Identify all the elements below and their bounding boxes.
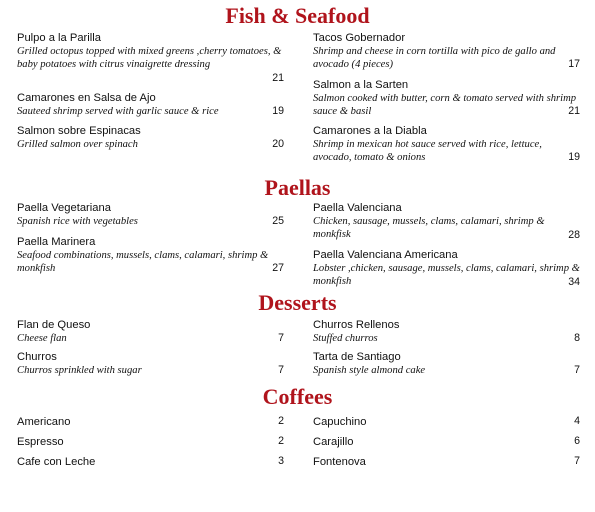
section-title-paellas: Paellas (264, 175, 331, 200)
item-price: 19 (272, 105, 284, 117)
item-description: Chicken, sausage, mussels, clams, calamari, shrimp & monkfisk (313, 216, 545, 241)
item-price: 7 (574, 364, 580, 376)
item-description: Cheese flan (17, 333, 67, 344)
menu-item-tarta-santiago (313, 350, 583, 377)
item-description: Sauteed shrimp served with garlic sauce & rice (17, 106, 219, 117)
item-price: 21 (272, 72, 284, 84)
item-name: Fontenova (313, 456, 366, 468)
item-name: Camarones en Salsa de Ajo (17, 92, 156, 104)
menu-item-paella-vegetariana (17, 201, 287, 228)
item-price: 2 (278, 435, 284, 447)
item-name: Salmon sobre Espinacas (17, 125, 141, 137)
item-price: 7 (278, 364, 284, 376)
menu-item-camarones-diabla (313, 124, 583, 164)
item-name: Carajillo (313, 436, 354, 448)
item-price: 21 (568, 105, 580, 117)
menu-item-churros-rellenos (313, 318, 583, 345)
item-name: Espresso (17, 436, 64, 448)
item-price: 19 (568, 151, 580, 163)
item-name: Salmon a la Sarten (313, 79, 409, 91)
item-name: Tacos Gobernador (313, 32, 406, 44)
item-description: Churros sprinkled with sugar (17, 365, 142, 376)
menu-item-camarones-ajo (17, 91, 287, 118)
menu-item-fontenova (313, 455, 583, 469)
item-name: Camarones a la Diabla (313, 125, 427, 137)
item-name: Paella Marinera (17, 236, 96, 248)
item-name: Paella Valenciana (313, 202, 402, 214)
menu-item-espresso (17, 435, 287, 449)
item-price: 7 (574, 455, 580, 467)
menu-item-americano (17, 415, 287, 429)
item-price: 7 (278, 332, 284, 344)
item-name: Paella Valenciana Americana (313, 249, 458, 261)
section-title-fish-seafood: Fish & Seafood (225, 3, 370, 28)
item-description: Salmon cooked with butter, corn & tomato served with shrimp sauce & basil (313, 93, 577, 118)
item-description: Spanish style almond cake (313, 365, 426, 376)
item-name: Paella Vegetariana (17, 202, 111, 214)
item-name: Cafe con Leche (17, 456, 96, 468)
item-price: 25 (272, 215, 284, 227)
menu-item-salmon-espinacas (17, 124, 287, 151)
item-description: Spanish rice with vegetables (17, 216, 138, 227)
item-price: 28 (568, 229, 580, 241)
menu-item-carajillo (313, 435, 583, 449)
menu-item-flan-queso (17, 318, 287, 345)
item-price: 3 (278, 455, 284, 467)
item-name: Capuchino (313, 416, 367, 428)
item-name: Flan de Queso (17, 319, 91, 331)
item-description: Shrimp in mexican hot sauce served with rice, lettuce, avocado, tomato & onions (313, 139, 542, 164)
menu-item-cafe-con-leche (17, 455, 287, 469)
section-title-coffees: Coffees (262, 384, 333, 409)
item-description: Seafood combinations, mussels, clams, calamari, shrimp & monkfish (17, 250, 269, 275)
item-description: Stuffed churros (313, 333, 378, 344)
item-price: 17 (568, 58, 580, 70)
item-name: Tarta de Santiago (313, 351, 401, 363)
section-title-desserts: Desserts (258, 290, 337, 315)
item-price: 2 (278, 415, 284, 427)
item-description: Shrimp and cheese in corn tortilla with pico de gallo and avocado (4 pieces) (313, 46, 556, 71)
item-price: 34 (568, 276, 580, 288)
item-name: Churros (17, 351, 57, 363)
item-description: Grilled salmon over spinach (17, 139, 138, 150)
item-price: 4 (574, 415, 580, 427)
item-price: 6 (574, 435, 580, 447)
item-price: 8 (574, 332, 580, 344)
item-name: Americano (17, 416, 71, 428)
menu-item-capuchino (313, 415, 583, 429)
item-price: 27 (272, 262, 284, 274)
item-name: Churros Rellenos (313, 319, 400, 331)
item-description: Grilled octopus topped with mixed greens ,cherry tomatoes, & baby potatoes with citrus vinaigrette dressing (17, 46, 282, 71)
menu-item-paella-valenciana (313, 201, 583, 241)
menu-item-churros (17, 350, 287, 377)
menu-item-paella-marinera (17, 235, 287, 275)
menu-item-paella-valenciana-americana (313, 248, 583, 288)
menu-item-pulpo (17, 31, 287, 71)
menu-item-salmon-sarten (313, 78, 583, 118)
menu-item-tacos-gobernador (313, 31, 583, 71)
item-name: Pulpo a la Parilla (17, 32, 101, 44)
item-price: 20 (272, 138, 284, 150)
item-description: Lobster ,chicken, sausage, mussels, clams, calamari, shrimp & monkfish (313, 263, 580, 288)
